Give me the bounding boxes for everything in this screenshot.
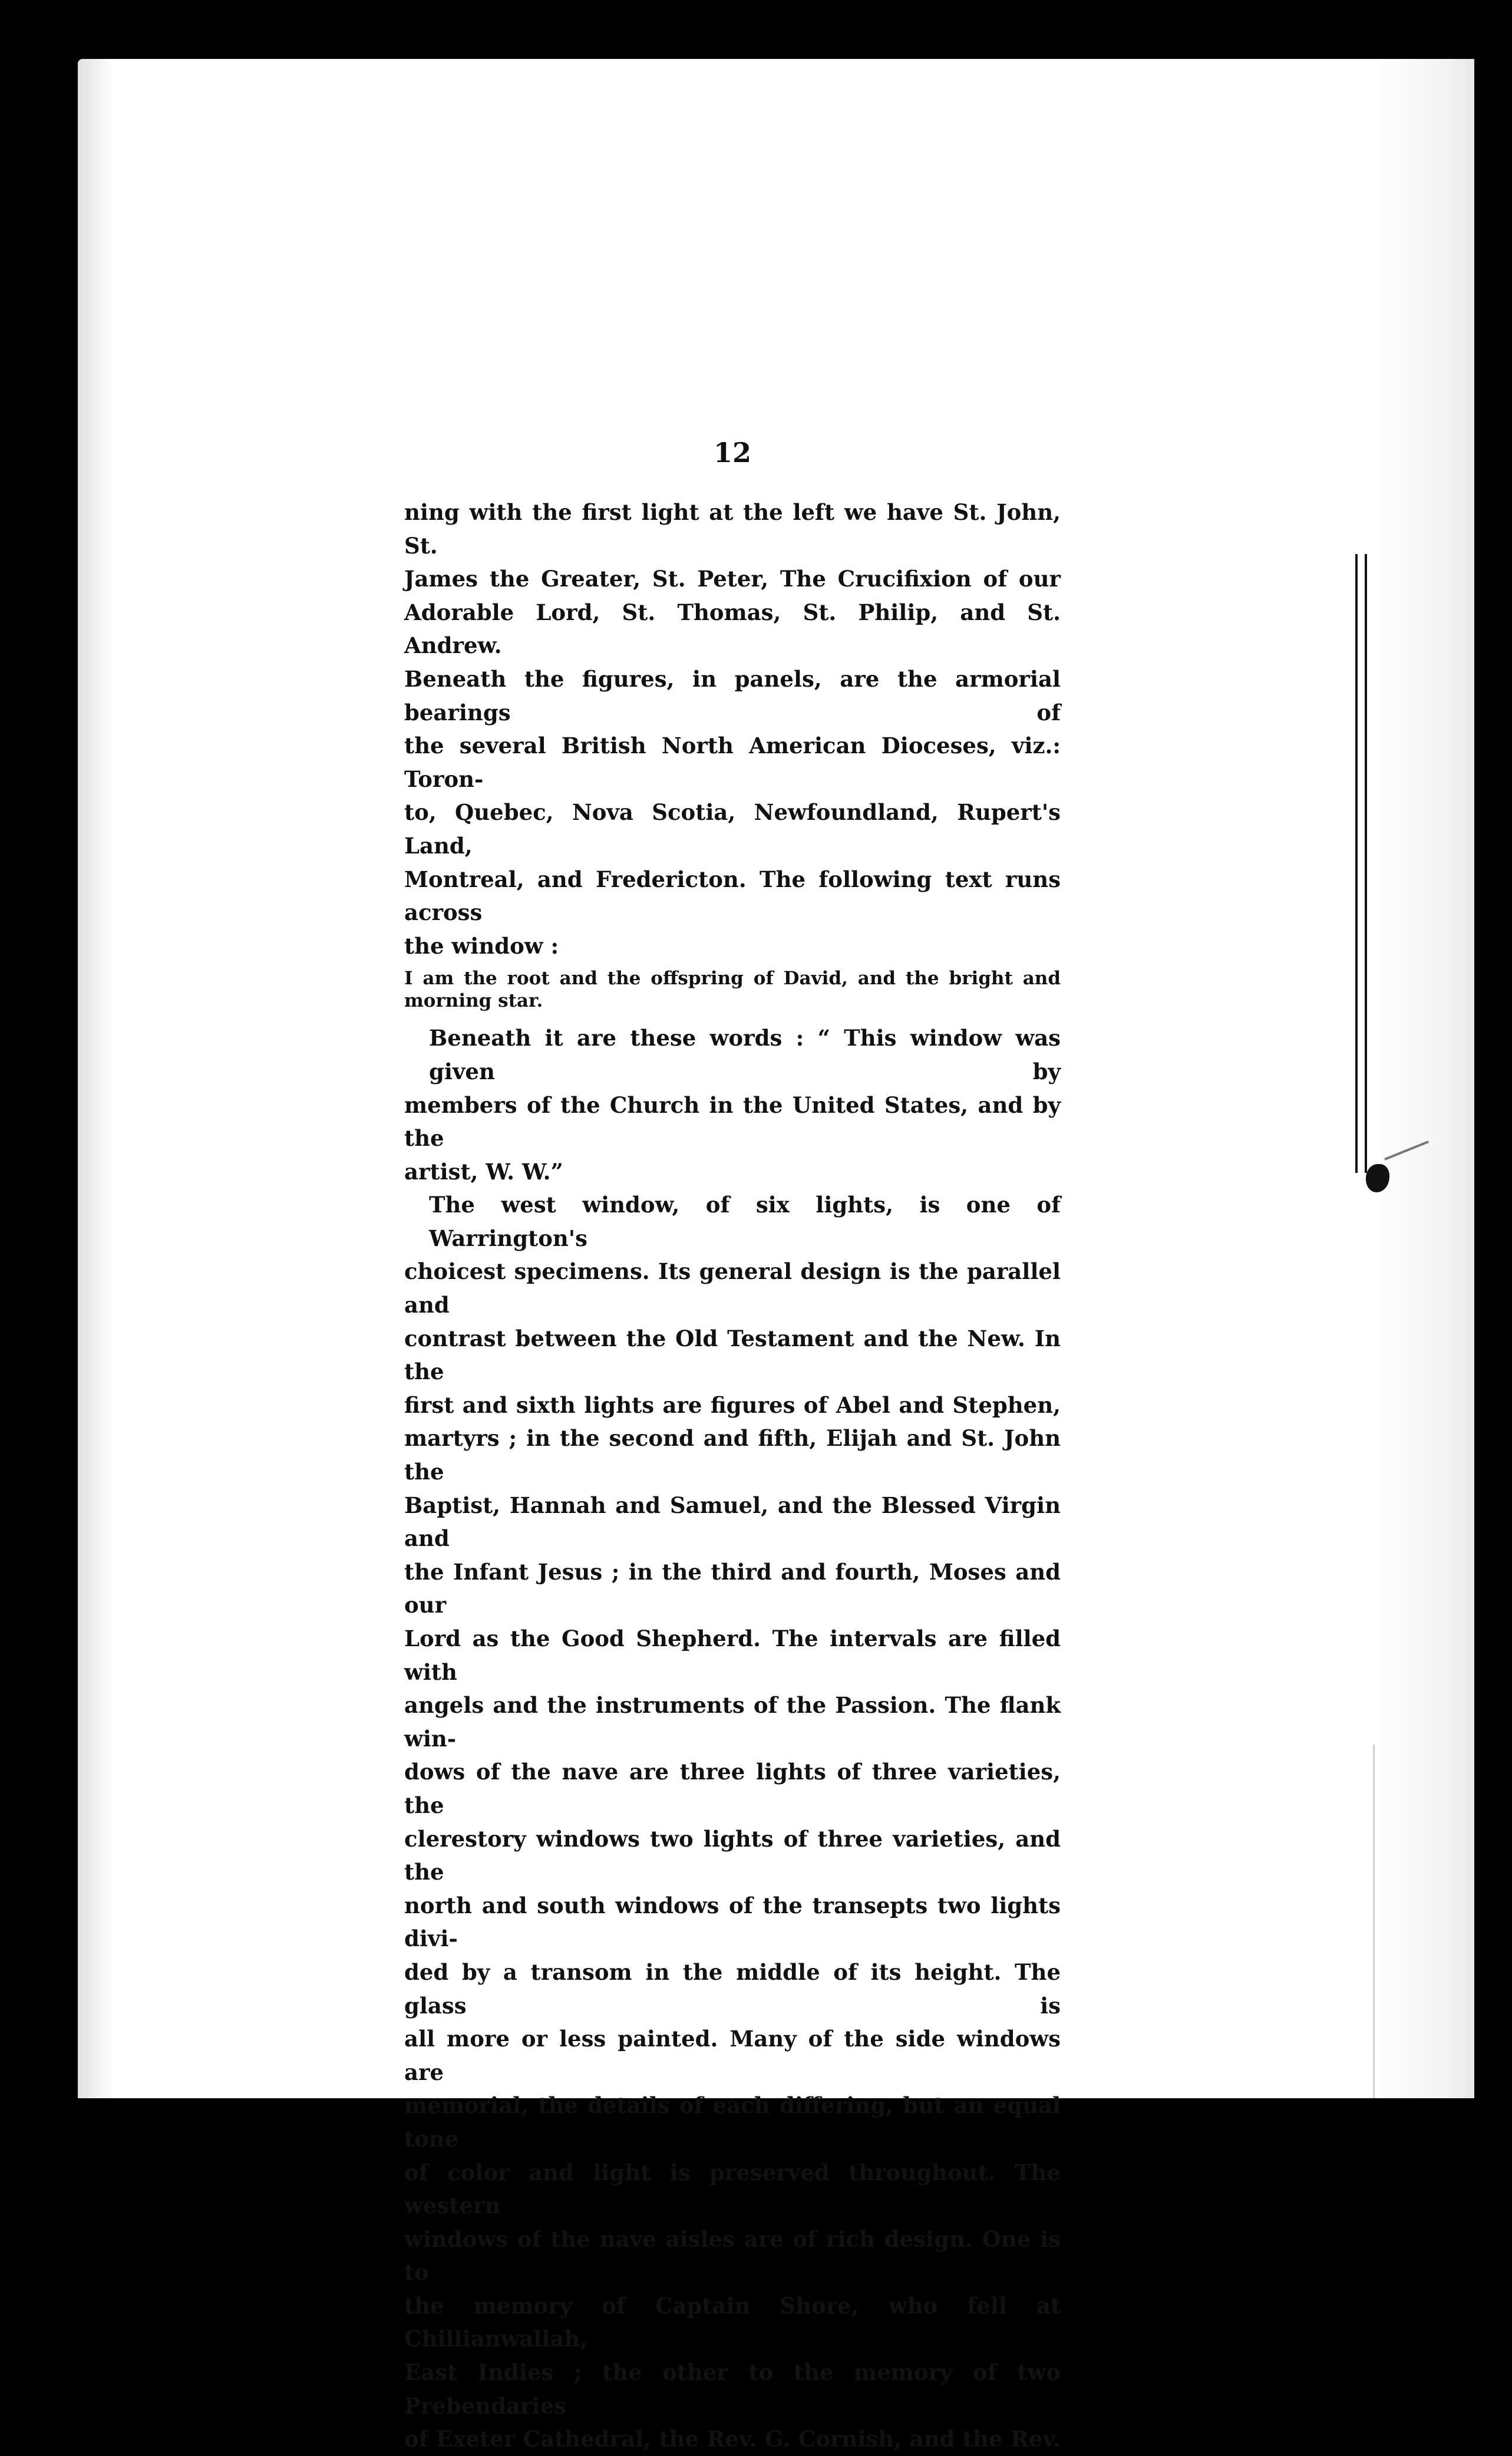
text-line: choicest specimens. Its general design is the parallel and	[404, 1258, 1061, 1318]
page-edge-line	[1373, 1745, 1375, 2098]
text-line: of color and light is preserved throughout. The western	[404, 2159, 1061, 2219]
quote-line: I am the root and the offspring of David, and the bright and	[404, 968, 1061, 990]
text-line: Beneath it are these words : “ This window was given by	[429, 1025, 1061, 1084]
text-line: windows of the nave aisles are of rich design. One is to	[404, 2226, 1061, 2286]
text-line: East Indies ; the other to the memory of two Prebendaries	[404, 2359, 1061, 2419]
text-line: Beneath the figures, in panels, are the armorial bearings of	[404, 665, 1061, 726]
paragraph-3	[404, 1188, 1061, 2456]
quote-line: morning star.	[404, 990, 543, 1012]
text-line: of Exeter Cathedral, the Rev. G. Cornish, and the Rev.	[404, 2426, 1061, 2452]
page-edge	[1373, 59, 1474, 2098]
text-line: Adorable Lord, St. Thomas, St. Philip, and St. Andrew.	[404, 599, 1061, 659]
text-line: memorial, the details of each differing, but an equal tone	[404, 2092, 1061, 2152]
text-line: ning with the first light at the left we have St. John, St.	[404, 499, 1061, 559]
text-line: artist, W. W.”	[404, 1158, 563, 1185]
gutter-shadow	[78, 59, 113, 2098]
text-line: ded by a transom in the middle of its height. The glass is	[404, 1959, 1061, 2019]
text-block	[404, 439, 1061, 2456]
scripture-quote	[404, 967, 1061, 1012]
text-line: all more or less painted. Many of the side windows are	[404, 2026, 1061, 2085]
text-line: Lord as the Good Shepherd. The intervals are filled with	[404, 1626, 1061, 1685]
text-line: Baptist, Hannah and Samuel, and the Blessed Virgin and	[404, 1492, 1061, 1552]
text-line: angels and the instruments of the Passion. The flank win-	[404, 1692, 1061, 1752]
page-number: 12	[713, 437, 751, 469]
text-line: The west window, of six lights, is one of Warrington's	[429, 1192, 1061, 1251]
paragraph-2	[404, 1021, 1061, 1188]
text-line: James the Greater, St. Peter, The Crucifixion of our	[404, 566, 1061, 592]
text-line: members of the Church in the United States, and by the	[404, 1092, 1061, 1152]
text-line: clerestory windows two lights of three varieties, and the	[404, 1825, 1061, 1885]
text-line: the Infant Jesus ; in the third and fourth, Moses and our	[404, 1558, 1061, 1618]
text-line: to, Quebec, Nova Scotia, Newfoundland, Rupert's Land,	[404, 799, 1061, 859]
text-line: Montreal, and Fredericton. The following text runs across	[404, 866, 1061, 926]
text-line: first and sixth lights are figures of Abel and Stephen,	[404, 1392, 1061, 1418]
text-line: the memory of Captain Shore, who fell at Chillianwallah,	[404, 2292, 1061, 2352]
bookmark-ribbon	[1355, 554, 1367, 1173]
paragraph-1	[404, 496, 1061, 962]
text-line: the window :	[404, 932, 559, 959]
text-line: contrast between the Old Testament and the New. In the	[404, 1325, 1061, 1385]
text-line: the several British North American Dioceses, viz.: Toron-	[404, 733, 1061, 792]
text-line: north and south windows of the transepts two lights divi-	[404, 1892, 1061, 1952]
text-line: dows of the nave are three lights of three varieties, the	[404, 1759, 1061, 1818]
text-line: martyrs ; in the second and fifth, Elijah and St. John the	[404, 1425, 1061, 1485]
